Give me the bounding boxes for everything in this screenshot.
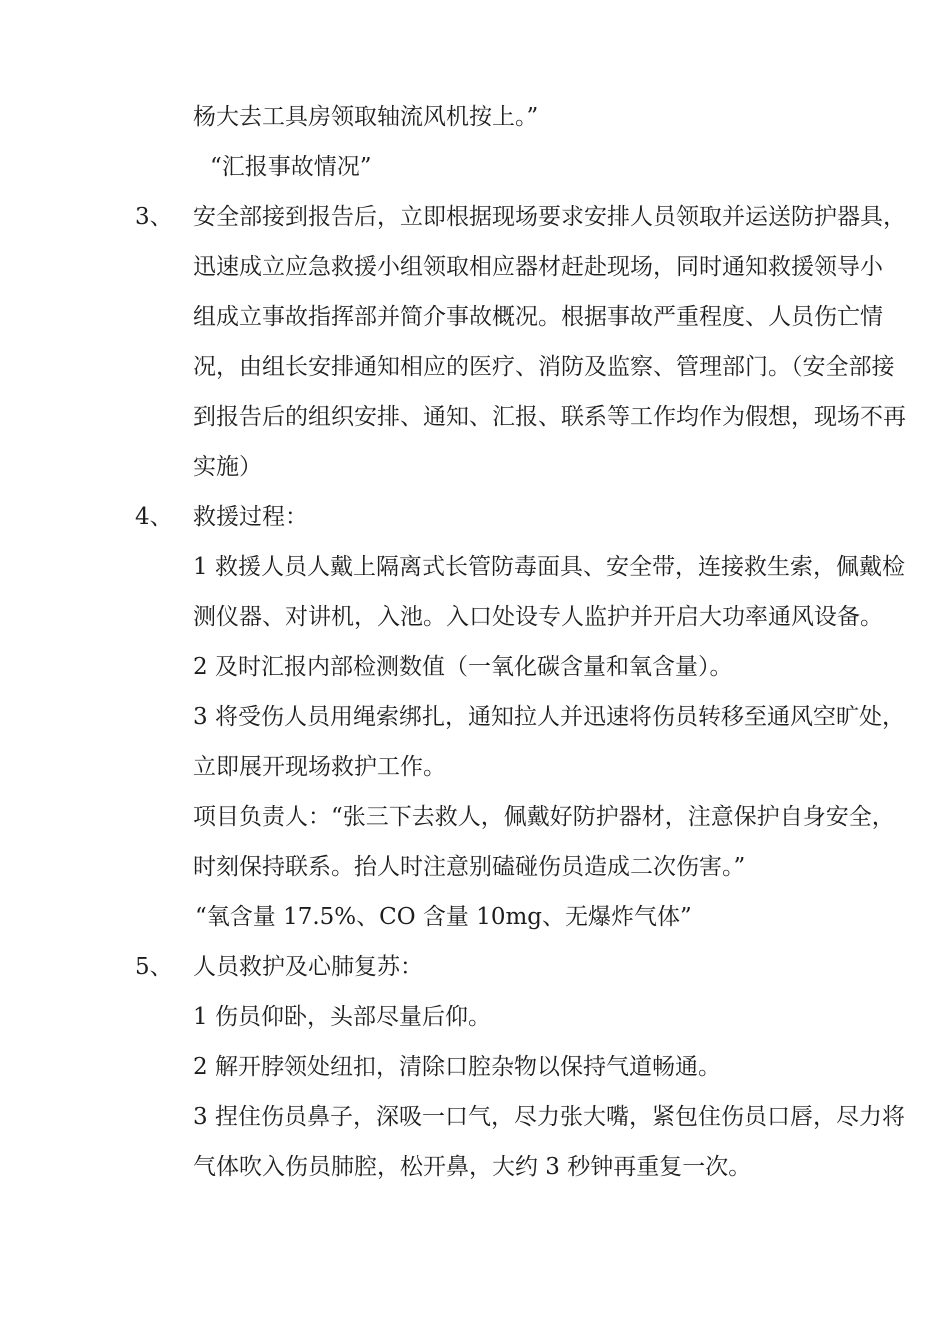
list-item-number: 4、 <box>135 504 173 530</box>
line-text: 项目负责人：“张三下去救人，佩戴好防护器材，注意保护自身安全， <box>193 804 895 830</box>
document-body <box>0 92 950 1192</box>
text-line <box>0 1092 950 1142</box>
text-line <box>0 92 950 142</box>
line-text: 况，由组长安排通知相应的医疗、消防及监察、管理部门。（安全部接 <box>193 354 895 380</box>
text-line <box>0 1142 950 1192</box>
line-text: 到报告后的组织安排、通知、汇报、联系等工作均作为假想，现场不再 <box>193 404 906 430</box>
line-text: 3 捏住伤员鼻子，深吸一口气，尽力张大嘴，紧包住伤员口唇，尽力将 <box>193 1104 905 1130</box>
text-line <box>0 542 950 592</box>
text-line <box>0 592 950 642</box>
text-line <box>0 492 950 542</box>
line-text: 迅速成立应急救援小组领取相应器材赶赴现场，同时通知救援领导小 <box>193 254 883 280</box>
line-text: 组成立事故指挥部并简介事故概况。根据事故严重程度、人员伤亡情 <box>193 304 883 330</box>
text-line <box>0 792 950 842</box>
line-text: 安全部接到报告后，立即根据现场要求安排人员领取并运送防护器具， <box>193 204 906 230</box>
text-line <box>0 742 950 792</box>
text-line <box>0 442 950 492</box>
text-line <box>0 342 950 392</box>
text-line <box>0 292 950 342</box>
line-text: 气体吹入伤员肺腔，松开鼻，大约 3 秒钟再重复一次。 <box>193 1154 752 1180</box>
text-line <box>0 892 950 942</box>
line-text: 2 及时汇报内部检测数值（一氧化碳含量和氧含量）。 <box>193 654 733 680</box>
line-text: 2 解开脖领处纽扣，清除口腔杂物以保持气道畅通。 <box>193 1054 721 1080</box>
line-text: 时刻保持联系。抬人时注意别磕碰伤员造成二次伤害。” <box>193 854 746 880</box>
line-text: 人员救护及心肺复苏： <box>193 954 423 980</box>
text-line <box>0 942 950 992</box>
text-line <box>0 142 950 192</box>
text-line <box>0 192 950 242</box>
text-line <box>0 842 950 892</box>
text-line <box>0 242 950 292</box>
line-text: 救援过程： <box>193 504 308 530</box>
line-text: “氧含量 17.5%、CO 含量 10mg、无爆炸气体” <box>195 904 692 930</box>
line-text: 立即展开现场救护工作。 <box>193 754 446 780</box>
text-line <box>0 642 950 692</box>
text-line <box>0 992 950 1042</box>
line-text: 实施） <box>193 454 262 480</box>
text-line <box>0 692 950 742</box>
list-item-number: 3、 <box>135 204 173 230</box>
text-line <box>0 1042 950 1092</box>
line-text: 3 将受伤人员用绳索绑扎，通知拉人并迅速将伤员转移至通风空旷处， <box>193 704 905 730</box>
list-item-number: 5、 <box>135 954 173 980</box>
text-line <box>0 392 950 442</box>
line-text: 1 伤员仰卧，头部尽量后仰。 <box>193 1004 491 1030</box>
line-text: 测仪器、对讲机，入池。入口处设专人监护并开启大功率通风设备。 <box>193 604 883 630</box>
line-text: 1 救援人员人戴上隔离式长管防毒面具、安全带，连接救生索，佩戴检 <box>193 554 905 580</box>
line-text: “汇报事故情况” <box>210 154 372 180</box>
line-text: 杨大去工具房领取轴流风机按上。” <box>193 104 539 130</box>
